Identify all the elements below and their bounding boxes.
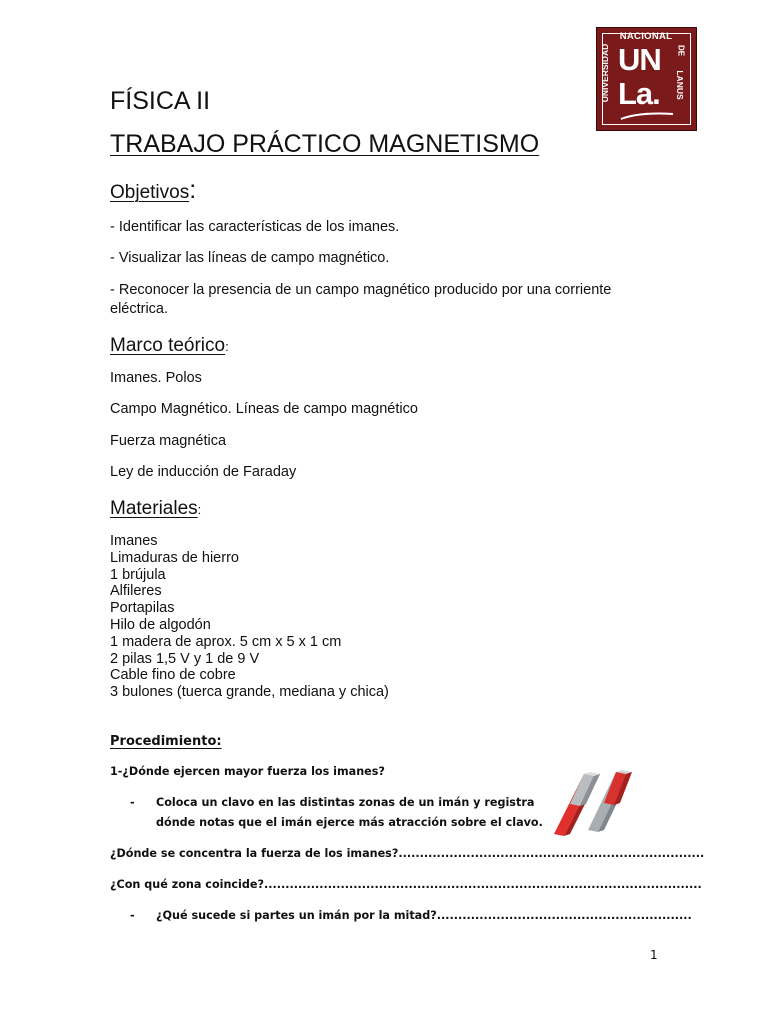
logo-text-nacional: NACIONAL (619, 31, 673, 42)
material-item: Portapilas (110, 600, 175, 617)
logo-text-la: La. (618, 76, 660, 111)
materiales-colon: : (197, 502, 202, 517)
material-item: 1 brújula (110, 566, 166, 583)
logo-text-un: UN (618, 42, 661, 77)
marco-heading (110, 334, 229, 359)
question-1: 1-¿Dónde ejercen mayor fuerza los imanes? (110, 765, 385, 778)
unla-logo (596, 27, 697, 131)
marco-heading-text: Marco teórico (110, 335, 226, 356)
bullet-1-line-1: Coloca un clavo en las distintas zonas de un imán y registra (156, 796, 535, 809)
objetivo-item: - Reconocer la presencia de un campo magnético producido por una corriente eléctrica. (110, 282, 612, 317)
material-item: 1 madera de aprox. 5 cm x 5 x 1 cm (110, 633, 342, 650)
bullet-2: ¿Qué sucede si partes un imán por la mitad?............................................................ (156, 909, 692, 922)
objetivo-item: - Identificar las características de los imanes. (110, 219, 400, 235)
material-item: 2 pilas 1,5 V y 1 de 9 V (110, 650, 260, 667)
marco-item: Fuerza magnética (110, 433, 227, 449)
materiales-heading-text: Materiales (110, 498, 198, 519)
course-title: FÍSICA II (110, 87, 211, 115)
procedimiento-heading: Procedimiento: (110, 734, 222, 749)
objetivos-heading (110, 178, 196, 205)
materiales-list (110, 533, 389, 701)
material-item: Alfileres (110, 583, 162, 600)
logo-text-de: DE (676, 44, 686, 57)
bullet-dash: - (130, 796, 135, 809)
material-item: Imanes (110, 533, 158, 549)
objetivos-colon: : (189, 176, 197, 204)
page-number: 1 (650, 948, 658, 962)
marco-item: Imanes. Polos (110, 370, 202, 386)
question-concentra: ¿Dónde se concentra la fuerza de los imanes?........................................................................ (110, 847, 705, 860)
logo-swoosh-icon (619, 110, 675, 122)
marco-colon: : (225, 339, 229, 354)
materiales-heading (110, 497, 201, 522)
marco-item: Ley de inducción de Faraday (110, 464, 297, 480)
material-item: Limaduras de hierro (110, 549, 239, 566)
marco-item: Campo Magnético. Líneas de campo magnético (110, 401, 418, 417)
bar-magnets-icon (548, 764, 640, 842)
question-zona: ¿Con qué zona coincide?....................................................................................................... (110, 878, 702, 891)
bullet-1-line-2: dónde notas que el imán ejerce más atracción sobre el clavo. (156, 816, 543, 829)
bullet-dash: - (130, 909, 135, 922)
objetivos-heading-text: Objetivos (110, 182, 190, 203)
logo-text-universidad: UNIVERSIDAD (600, 43, 610, 103)
objetivo-item: - Visualizar las líneas de campo magnético. (110, 250, 390, 266)
material-item: Hilo de algodón (110, 616, 211, 633)
logo-text-lanus: LANUS (675, 70, 685, 100)
material-item: Cable fino de cobre (110, 667, 236, 684)
material-item: 3 bulones (tuerca grande, mediana y chica) (110, 684, 389, 701)
document-title: TRABAJO PRÁCTICO MAGNETISMO (110, 130, 540, 158)
